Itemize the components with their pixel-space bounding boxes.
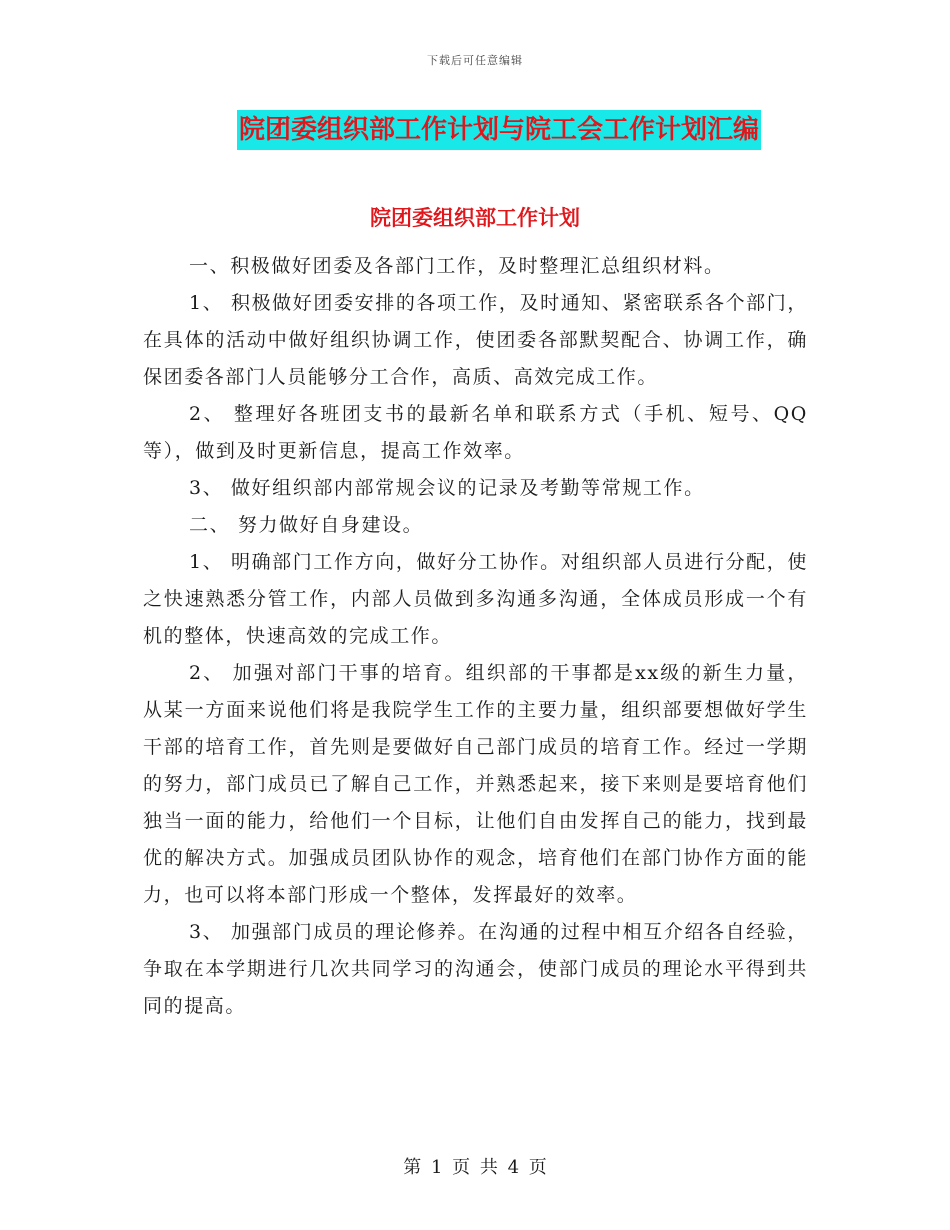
paragraph-item-2-3: 3、 加强部门成员的理论修养。在沟通的过程中相互介绍各自经验，争取在本学期进行几次共同学习的沟通会，使部门成员的理论水平得到共同的提高。 [143, 921, 808, 1017]
paragraph-item-1-2: 2、 整理好各班团支书的最新名单和联系方式（手机、短号、QQ等），做到及时更新信息，提高工作效率。 [143, 403, 808, 462]
paragraph-section-2: 二、 努力做好自身建设。 [189, 514, 424, 536]
header-note: 下载后可任意编辑 [427, 54, 523, 67]
paragraph-item-1-1: 1、 积极做好团委安排的各项工作，及时通知、紧密联系各个部门，在具体的活动中做好组织协调工作，使团委各部默契配合、协调工作，确保团委各部门人员能够分工合作，高质、高效完成工作。 [143, 292, 808, 388]
section-title: 院团委组织部工作计划 [370, 205, 580, 230]
paragraph-section-1: 一、积极做好团委及各部门工作，及时整理汇总组织材料。 [189, 255, 725, 277]
document-title-text: 院团委组织部工作计划与院工会工作计划汇编 [237, 110, 761, 150]
document-title [0, 110, 950, 150]
paragraph-item-2-2: 2、 加强对部门干事的培育。组织部的干事都是xx级的新生力量，从某一方面来说他们将是我院学生工作的主要力量，组织部要想做好学生干部的培育工作，首先则是要做好自己部门成员的培育工作。经过一学期的努力，部门成员已了解自己工作，并熟悉起来，接下来则是要培育他们独当一面的能力，给他们一个目标，让他们自由发挥自己的能力，找到最优的解决方式。加强成员团队协作的观念，培育他们在部门协作方面的能力，也可以将本部门形成一个整体，发挥最好的效率。 [143, 662, 808, 906]
paragraph-item-1-3: 3、 做好组织部内部常规会议的记录及考勤等常规工作。 [189, 477, 705, 499]
document-body [143, 248, 808, 1025]
page-number: 第 1 页 共 4 页 [403, 1157, 547, 1178]
paragraph-item-2-1: 1、 明确部门工作方向，做好分工协作。对组织部人员进行分配，使之快速熟悉分管工作，内部人员做到多沟通多沟通，全体成员形成一个有机的整体，快速高效的完成工作。 [143, 551, 808, 647]
